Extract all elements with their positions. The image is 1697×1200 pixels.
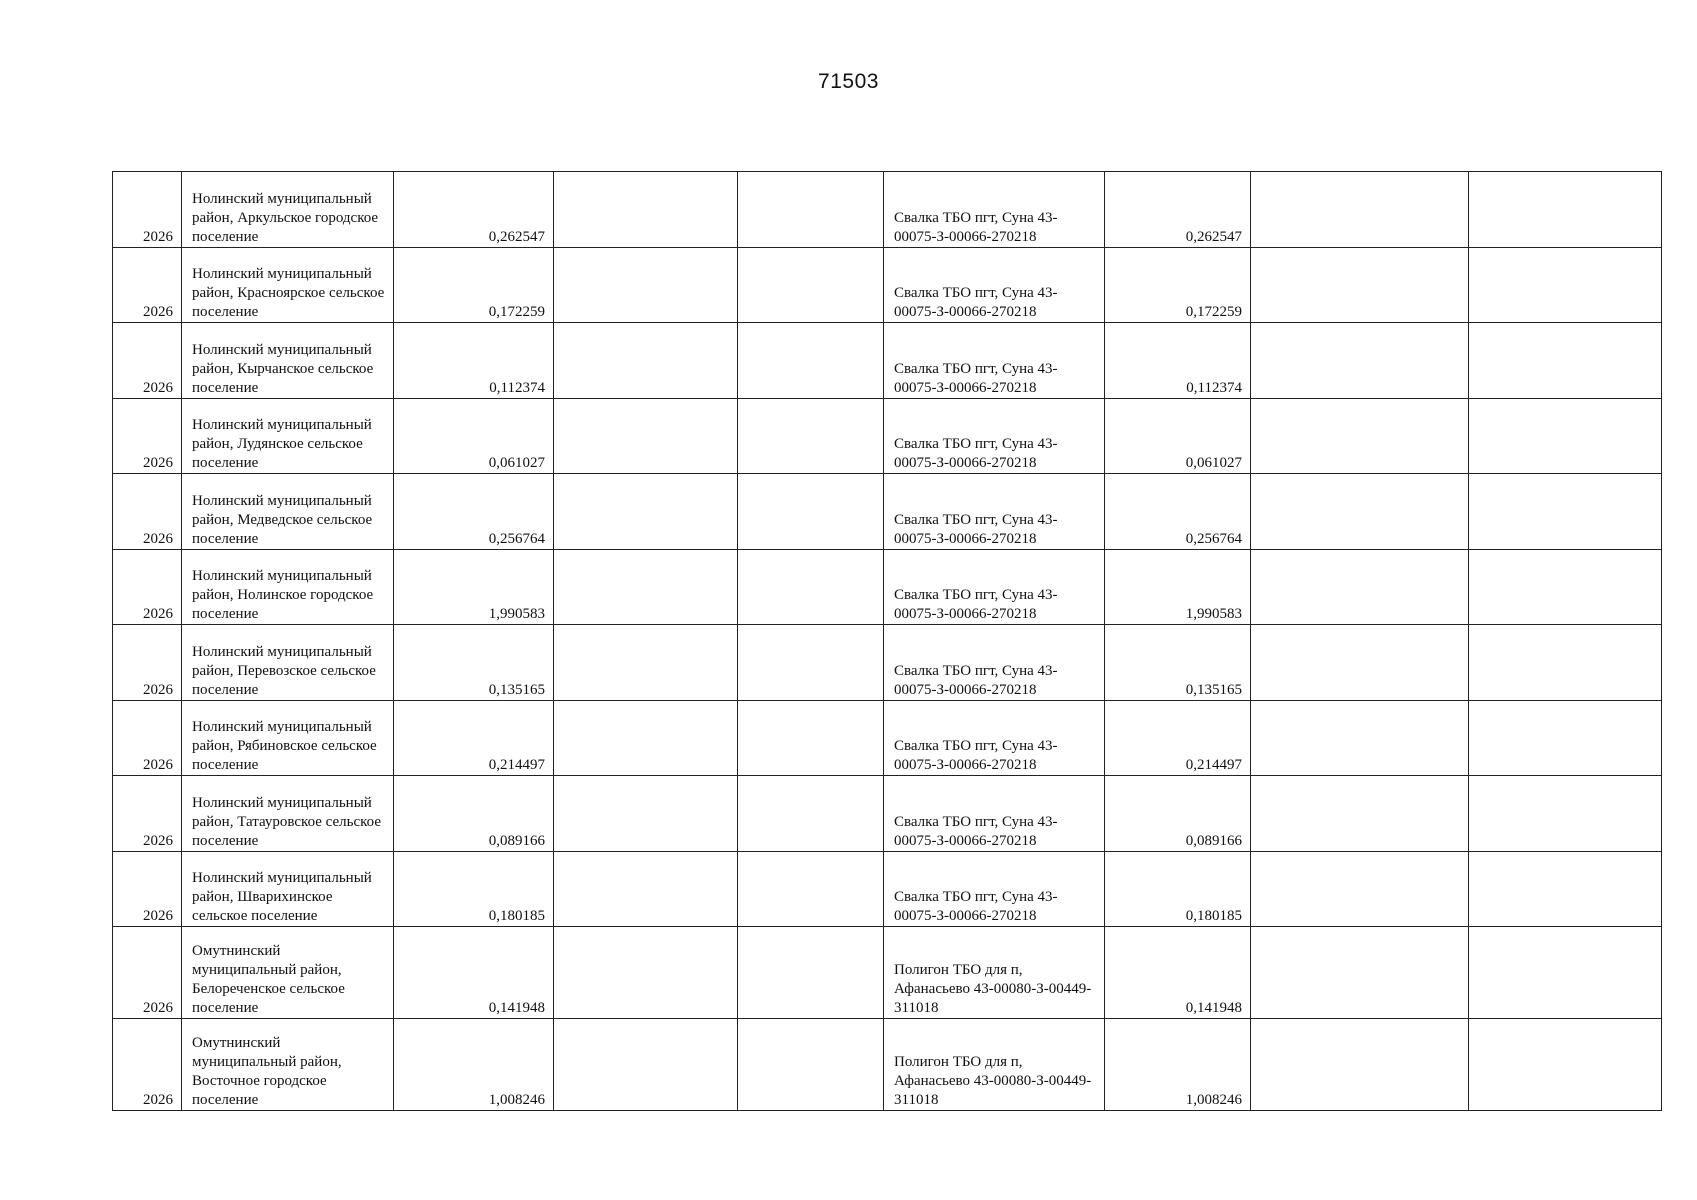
facility-cell: Свалка ТБО пгт, Суна 43-00075-З-00066-270218 <box>884 474 1105 550</box>
facility-volume-cell: 0,172259 <box>1105 247 1251 323</box>
facility-volume-cell: 0,256764 <box>1105 474 1251 550</box>
volume-cell: 1,008246 <box>394 1019 554 1111</box>
facility-volume-cell: 0,262547 <box>1105 172 1251 248</box>
year-cell: 2026 <box>113 625 182 701</box>
table-row <box>113 323 1662 399</box>
year-cell: 2026 <box>113 549 182 625</box>
territory-cell: Нолинский муниципальный район, Аркульское городское поселение <box>182 172 394 248</box>
facility-cell: Свалка ТБО пгт, Суна 43-00075-З-00066-270218 <box>884 776 1105 852</box>
table-row <box>113 549 1662 625</box>
facility-cell: Полигон ТБО для п, Афанасьево 43-00080-З-00449-311018 <box>884 927 1105 1019</box>
table-row <box>113 172 1662 248</box>
empty-cell <box>554 851 738 927</box>
year-cell: 2026 <box>113 1019 182 1111</box>
empty-cell <box>738 474 884 550</box>
facility-cell: Свалка ТБО пгт, Суна 43-00075-З-00066-270218 <box>884 700 1105 776</box>
facility-cell: Свалка ТБО пгт, Суна 43-00075-З-00066-270218 <box>884 323 1105 399</box>
empty-cell <box>1251 474 1469 550</box>
table-row <box>113 700 1662 776</box>
empty-cell <box>1251 1019 1469 1111</box>
volume-cell: 0,214497 <box>394 700 554 776</box>
empty-cell <box>1251 172 1469 248</box>
territory-cell: Омутнинский муниципальный район, Восточное городское поселение <box>182 1019 394 1111</box>
volume-cell: 1,990583 <box>394 549 554 625</box>
empty-cell <box>554 549 738 625</box>
empty-cell <box>1469 625 1662 701</box>
empty-cell <box>738 172 884 248</box>
empty-cell <box>554 323 738 399</box>
facility-cell: Свалка ТБО пгт, Суна 43-00075-З-00066-270218 <box>884 398 1105 474</box>
table-row <box>113 1019 1662 1111</box>
empty-cell <box>738 851 884 927</box>
empty-cell <box>1251 247 1469 323</box>
empty-cell <box>554 398 738 474</box>
facility-cell: Полигон ТБО для п, Афанасьево 43-00080-З-00449-311018 <box>884 1019 1105 1111</box>
facility-volume-cell: 0,135165 <box>1105 625 1251 701</box>
volume-cell: 0,135165 <box>394 625 554 701</box>
empty-cell <box>1469 776 1662 852</box>
facility-cell: Свалка ТБО пгт, Суна 43-00075-З-00066-270218 <box>884 549 1105 625</box>
table-body <box>113 172 1662 1111</box>
volume-cell: 0,262547 <box>394 172 554 248</box>
year-cell: 2026 <box>113 927 182 1019</box>
facility-volume-cell: 0,089166 <box>1105 776 1251 852</box>
year-cell: 2026 <box>113 700 182 776</box>
empty-cell <box>738 549 884 625</box>
table-row <box>113 398 1662 474</box>
volume-cell: 0,256764 <box>394 474 554 550</box>
empty-cell <box>1251 323 1469 399</box>
facility-volume-cell: 0,180185 <box>1105 851 1251 927</box>
table-row <box>113 776 1662 852</box>
table-row <box>113 247 1662 323</box>
empty-cell <box>1251 927 1469 1019</box>
territory-cell: Нолинский муниципальный район, Татауровское сельское поселение <box>182 776 394 852</box>
table-row <box>113 474 1662 550</box>
waste-table <box>112 171 1662 1111</box>
empty-cell <box>738 625 884 701</box>
empty-cell <box>738 700 884 776</box>
empty-cell <box>1469 927 1662 1019</box>
year-cell: 2026 <box>113 172 182 248</box>
volume-cell: 0,180185 <box>394 851 554 927</box>
empty-cell <box>1251 851 1469 927</box>
year-cell: 2026 <box>113 474 182 550</box>
year-cell: 2026 <box>113 776 182 852</box>
territory-cell: Нолинский муниципальный район, Перевозское сельское поселение <box>182 625 394 701</box>
facility-volume-cell: 0,214497 <box>1105 700 1251 776</box>
year-cell: 2026 <box>113 398 182 474</box>
volume-cell: 0,089166 <box>394 776 554 852</box>
territory-cell: Нолинский муниципальный район, Рябиновское сельское поселение <box>182 700 394 776</box>
facility-volume-cell: 1,008246 <box>1105 1019 1251 1111</box>
volume-cell: 0,112374 <box>394 323 554 399</box>
empty-cell <box>554 625 738 701</box>
empty-cell <box>738 1019 884 1111</box>
empty-cell <box>554 172 738 248</box>
empty-cell <box>1469 1019 1662 1111</box>
table-row <box>113 851 1662 927</box>
empty-cell <box>1251 625 1469 701</box>
empty-cell <box>738 247 884 323</box>
volume-cell: 0,172259 <box>394 247 554 323</box>
facility-volume-cell: 0,141948 <box>1105 927 1251 1019</box>
empty-cell <box>1469 851 1662 927</box>
table-row <box>113 625 1662 701</box>
empty-cell <box>554 1019 738 1111</box>
empty-cell <box>1469 398 1662 474</box>
facility-cell: Свалка ТБО пгт, Суна 43-00075-З-00066-270218 <box>884 172 1105 248</box>
empty-cell <box>1469 549 1662 625</box>
territory-cell: Нолинский муниципальный район, Медведское сельское поселение <box>182 474 394 550</box>
empty-cell <box>1469 474 1662 550</box>
empty-cell <box>554 700 738 776</box>
empty-cell <box>554 474 738 550</box>
territory-cell: Нолинский муниципальный район, Красноярское сельское поселение <box>182 247 394 323</box>
territory-cell: Нолинский муниципальный район, Кырчанское сельское поселение <box>182 323 394 399</box>
territory-cell: Нолинский муниципальный район, Шварихинское сельское поселение <box>182 851 394 927</box>
facility-volume-cell: 0,061027 <box>1105 398 1251 474</box>
empty-cell <box>738 323 884 399</box>
facility-cell: Свалка ТБО пгт, Суна 43-00075-З-00066-270218 <box>884 247 1105 323</box>
empty-cell <box>1469 172 1662 248</box>
facility-cell: Свалка ТБО пгт, Суна 43-00075-З-00066-270218 <box>884 851 1105 927</box>
territory-cell: Нолинский муниципальный район, Нолинское городское поселение <box>182 549 394 625</box>
empty-cell <box>1251 700 1469 776</box>
empty-cell <box>1251 398 1469 474</box>
empty-cell <box>554 776 738 852</box>
territory-cell: Омутнинский муниципальный район, Белореченское сельское поселение <box>182 927 394 1019</box>
facility-cell: Свалка ТБО пгт, Суна 43-00075-З-00066-270218 <box>884 625 1105 701</box>
territory-cell: Нолинский муниципальный район, Лудянское сельское поселение <box>182 398 394 474</box>
page-number: 71503 <box>818 70 879 93</box>
empty-cell <box>1251 776 1469 852</box>
empty-cell <box>738 398 884 474</box>
empty-cell <box>1251 549 1469 625</box>
facility-volume-cell: 1,990583 <box>1105 549 1251 625</box>
empty-cell <box>554 247 738 323</box>
year-cell: 2026 <box>113 247 182 323</box>
empty-cell <box>1469 700 1662 776</box>
volume-cell: 0,061027 <box>394 398 554 474</box>
empty-cell <box>738 927 884 1019</box>
empty-cell <box>738 776 884 852</box>
empty-cell <box>554 927 738 1019</box>
facility-volume-cell: 0,112374 <box>1105 323 1251 399</box>
empty-cell <box>1469 323 1662 399</box>
year-cell: 2026 <box>113 851 182 927</box>
volume-cell: 0,141948 <box>394 927 554 1019</box>
year-cell: 2026 <box>113 323 182 399</box>
table-row <box>113 927 1662 1019</box>
empty-cell <box>1469 247 1662 323</box>
